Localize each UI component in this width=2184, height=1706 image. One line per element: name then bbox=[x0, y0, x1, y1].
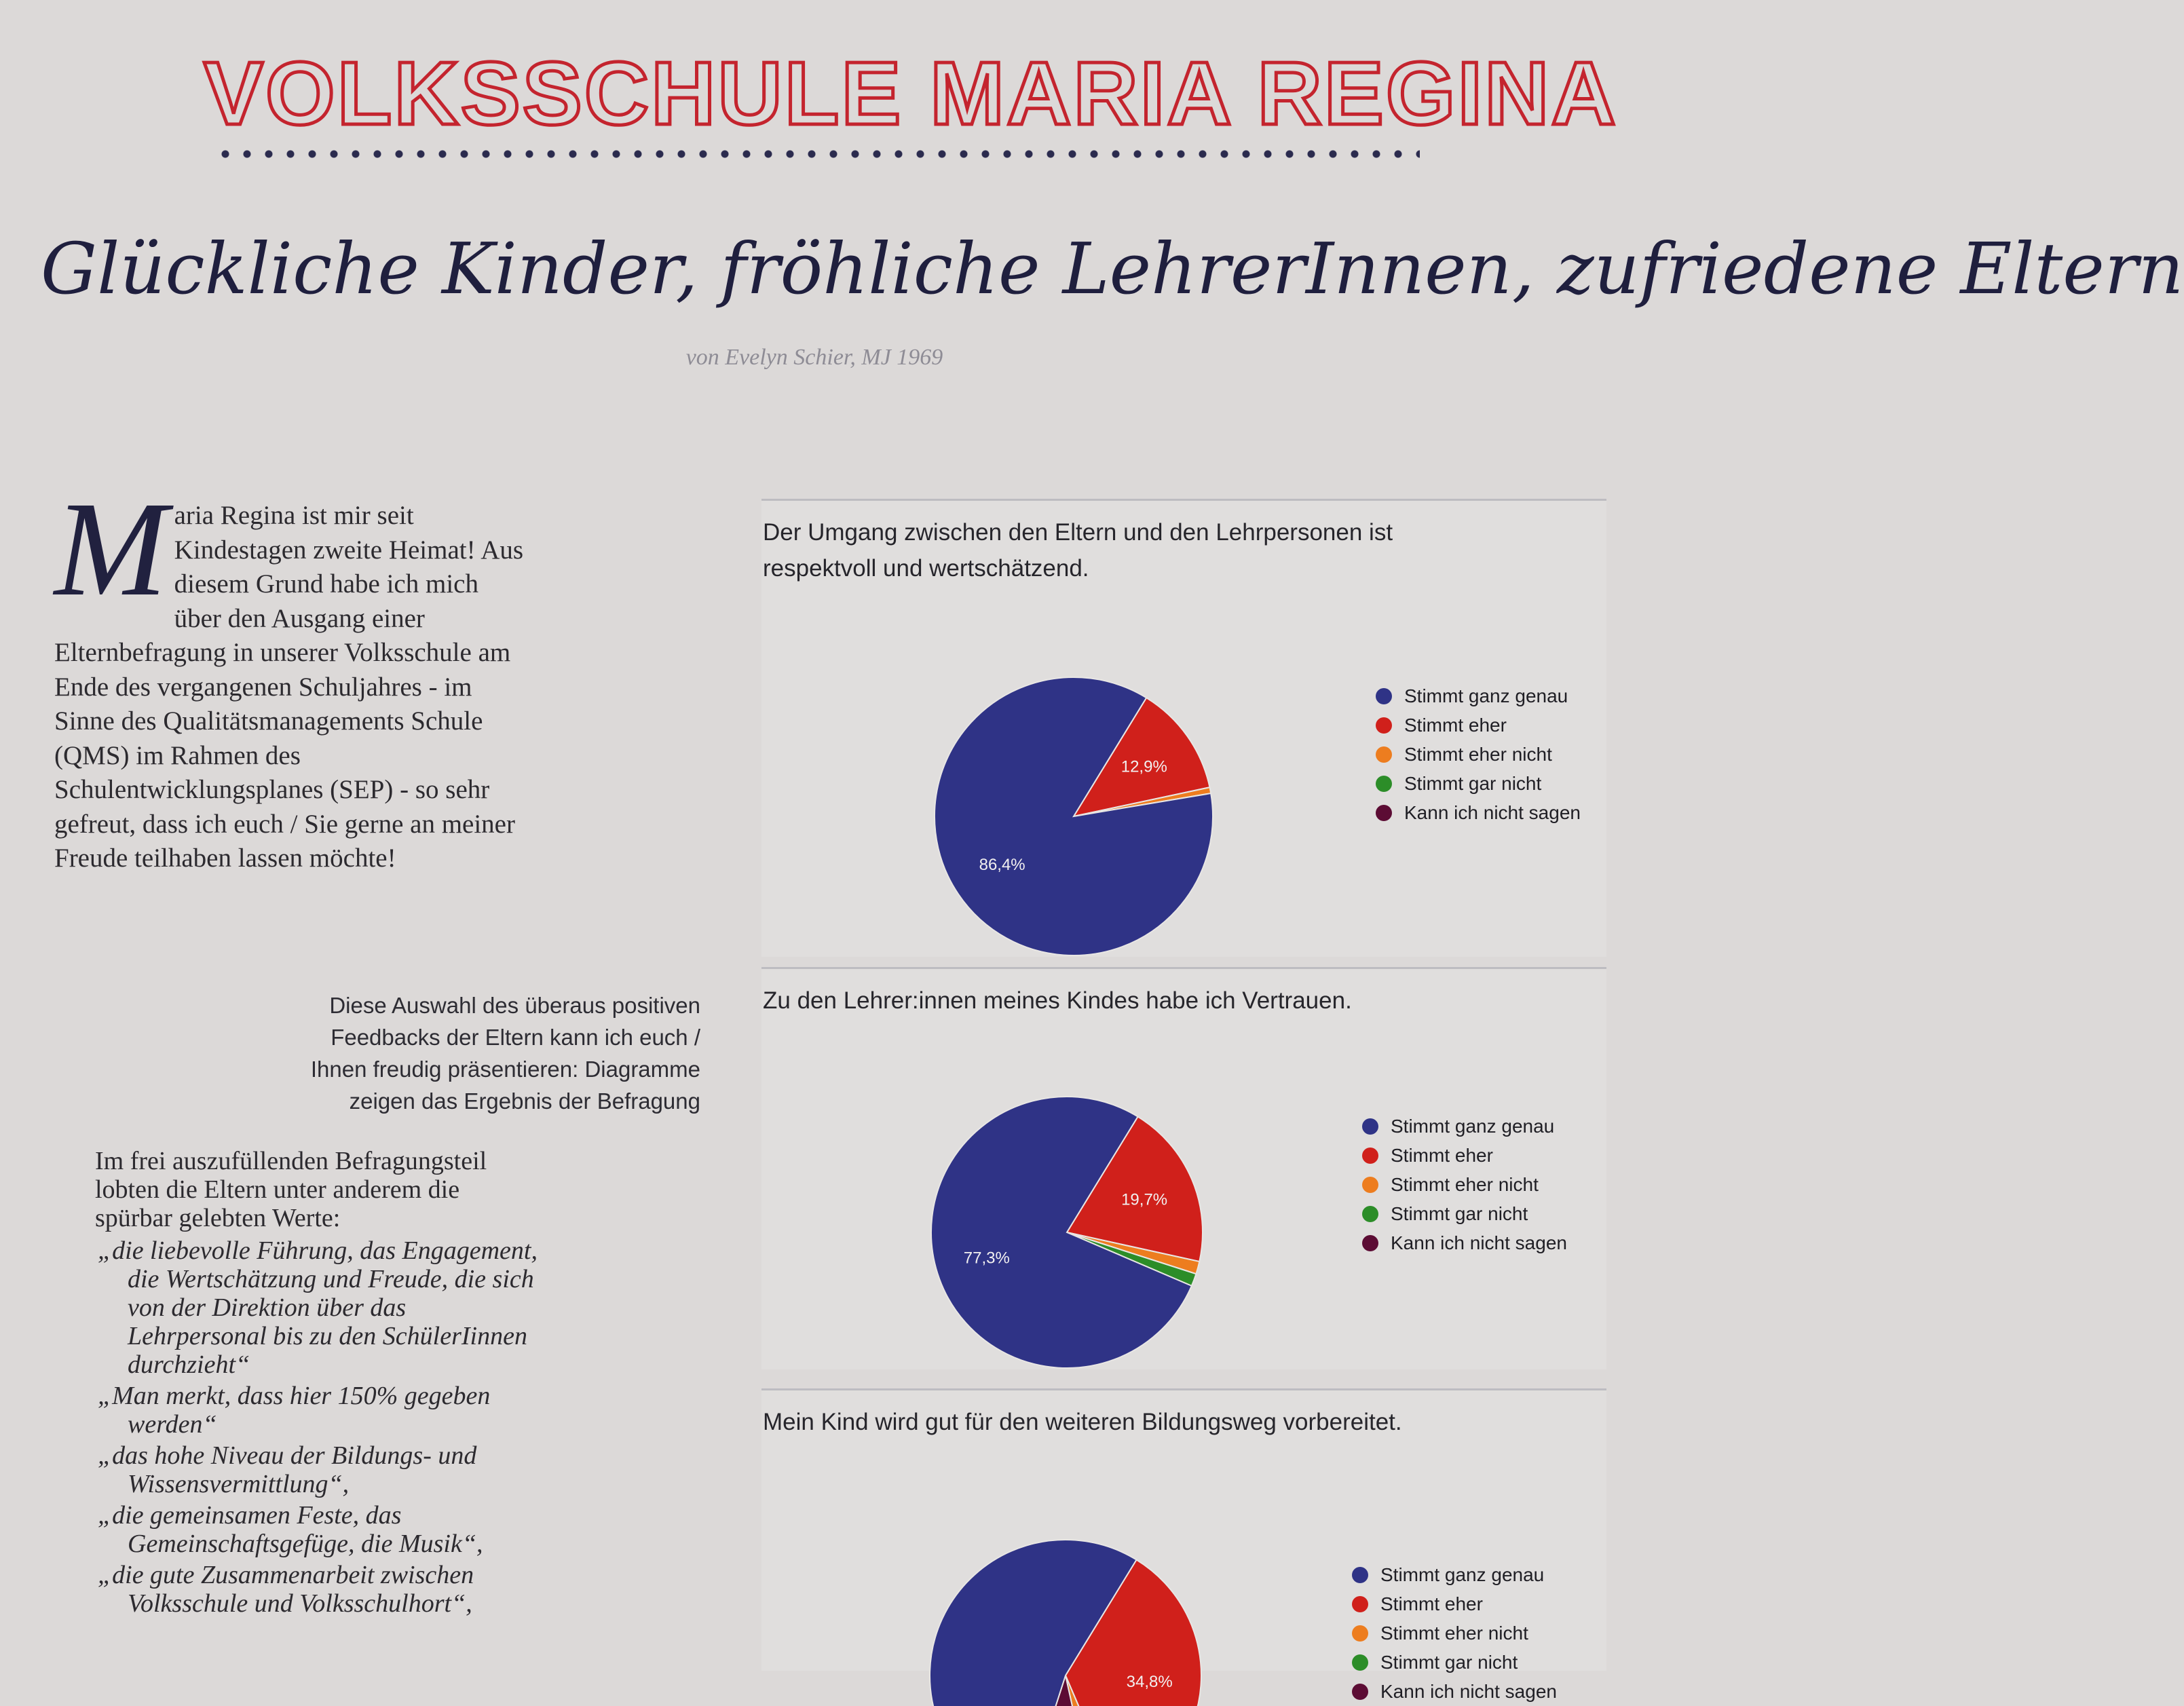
legend-swatch bbox=[1352, 1567, 1368, 1583]
slice-label: 34,8% bbox=[1126, 1672, 1173, 1691]
praise-quote: „Man merkt, dass hier 150% gegeben werden“ bbox=[98, 1382, 491, 1439]
legend-swatch bbox=[1362, 1177, 1378, 1193]
legend-item bbox=[1352, 1648, 1557, 1677]
chart-legend bbox=[1376, 681, 1581, 827]
legend-item bbox=[1362, 1199, 1567, 1228]
legend-swatch bbox=[1352, 1654, 1368, 1671]
legend-swatch bbox=[1376, 688, 1392, 704]
legend-swatch bbox=[1362, 1206, 1378, 1222]
legend-swatch bbox=[1352, 1596, 1368, 1612]
drop-cap: M bbox=[54, 474, 168, 624]
chart-title: Der Umgang zwischen den Eltern und den Lehrpersonen ist respektvoll und wertschätzend. bbox=[763, 519, 1393, 582]
author-byline: von Evelyn Schier, MJ 1969 bbox=[685, 345, 943, 370]
dotted-divider bbox=[214, 148, 1420, 160]
chart-title: Zu den Lehrer:innen meines Kindes habe ich Vertrauen. bbox=[763, 987, 1352, 1014]
legend-item bbox=[1362, 1141, 1567, 1170]
legend-item bbox=[1376, 710, 1581, 740]
praise-quote: „die gemeinsamen Feste, das Gemeinschaftsgefüge, die Musik“, bbox=[98, 1501, 483, 1558]
praise-lead: Im frei auszufüllenden Befragungsteil lobten die Eltern unter anderem die spürbar gelebten Werte: bbox=[95, 1147, 487, 1232]
legend-swatch bbox=[1376, 776, 1392, 792]
legend-label: Stimmt eher bbox=[1380, 1593, 1483, 1614]
legend-item bbox=[1362, 1170, 1567, 1199]
legend-label: Stimmt gar nicht bbox=[1404, 772, 1542, 794]
legend-label: Kann ich nicht sagen bbox=[1404, 801, 1581, 823]
legend-item bbox=[1376, 769, 1581, 798]
legend-label: Stimmt eher nicht bbox=[1380, 1622, 1528, 1644]
legend-item bbox=[1352, 1560, 1557, 1589]
legend-label: Stimmt ganz genau bbox=[1404, 685, 1568, 706]
legend-swatch bbox=[1376, 746, 1392, 763]
legend-item bbox=[1352, 1589, 1557, 1618]
feedback-note: Diese Auswahl des überaus positiven Feedbacks der Eltern kann ich euch / Ihnen freudig präsentieren: Diagramme zeigen das Ergebnis der Befragung bbox=[310, 993, 700, 1114]
legend-label: Stimmt eher nicht bbox=[1391, 1173, 1539, 1195]
slice-label: 12,9% bbox=[1121, 757, 1167, 776]
legend-item bbox=[1376, 740, 1581, 769]
legend-item bbox=[1352, 1677, 1557, 1706]
page-subtitle: Glückliche Kinder, fröhliche LehrerInnen, zufriedene Eltern bbox=[41, 227, 2184, 310]
chart-card-1 bbox=[761, 499, 1606, 957]
praise-section bbox=[95, 1147, 543, 1620]
legend-swatch bbox=[1362, 1235, 1378, 1251]
praise-quote: „das hohe Niveau der Bildungs- und Wissensvermittlung“, bbox=[98, 1441, 477, 1498]
legend-label: Stimmt gar nicht bbox=[1391, 1202, 1528, 1224]
page-title: VOLKSSCHULE MARIA REGINA bbox=[204, 43, 1618, 143]
legend-swatch bbox=[1376, 717, 1392, 734]
chart-legend bbox=[1362, 1112, 1567, 1257]
legend-label: Stimmt ganz genau bbox=[1391, 1115, 1555, 1137]
legend-item bbox=[1362, 1112, 1567, 1141]
slice-label: 77,3% bbox=[963, 1249, 1010, 1268]
legend-swatch bbox=[1352, 1625, 1368, 1642]
legend-label: Stimmt eher bbox=[1391, 1144, 1493, 1166]
legend-item bbox=[1352, 1618, 1557, 1648]
chart-legend bbox=[1352, 1560, 1557, 1706]
chart-card-2 bbox=[761, 967, 1606, 1369]
chart-title: Mein Kind wird gut für den weiteren Bildungsweg vorbereitet. bbox=[763, 1409, 1402, 1435]
praise-quote: „die gute Zusammenarbeit zwischen Volksschule und Volksschulhort“, bbox=[98, 1561, 474, 1618]
legend-item bbox=[1376, 681, 1581, 710]
legend-item bbox=[1362, 1228, 1567, 1257]
legend-label: Kann ich nicht sagen bbox=[1391, 1232, 1567, 1253]
legend-label: Stimmt ganz genau bbox=[1380, 1563, 1545, 1585]
legend-label: Stimmt gar nicht bbox=[1380, 1651, 1518, 1673]
legend-swatch bbox=[1362, 1148, 1378, 1164]
legend-label: Stimmt eher bbox=[1404, 714, 1507, 736]
legend-item bbox=[1376, 798, 1581, 827]
legend-label: Stimmt eher nicht bbox=[1404, 743, 1552, 765]
slice-label: 19,7% bbox=[1121, 1190, 1168, 1209]
intro-paragraph bbox=[54, 474, 529, 876]
slice-label: 86,4% bbox=[979, 856, 1025, 875]
legend-swatch bbox=[1352, 1684, 1368, 1700]
chart-card-3 bbox=[761, 1388, 1606, 1702]
intro-text: aria Regina ist mir seit Kindestagen zweite Heimat! Aus diesem Grund habe ich mich über den Ausgang einer Elternbefragung in unserer Volksschule am Ende des vergangenen Schuljahres - im Sinne des Qualitätsmanagements Schule (QMS) im Rahmen des Schulentwicklungsplanes (SEP) - so sehr gefreut, dass ich euch / Sie gerne an meiner Freude teilhaben lassen möchte! bbox=[54, 501, 524, 873]
legend-swatch bbox=[1376, 805, 1392, 821]
legend-label: Kann ich nicht sagen bbox=[1380, 1680, 1557, 1702]
legend-swatch bbox=[1362, 1118, 1378, 1135]
praise-quote: „die liebevolle Führung, das Engagement, die Wertschätzung und Freude, die sich von der Direktion über das Lehrpersonal bis zu den SchülerIinnen durchzieht“ bbox=[98, 1236, 538, 1379]
